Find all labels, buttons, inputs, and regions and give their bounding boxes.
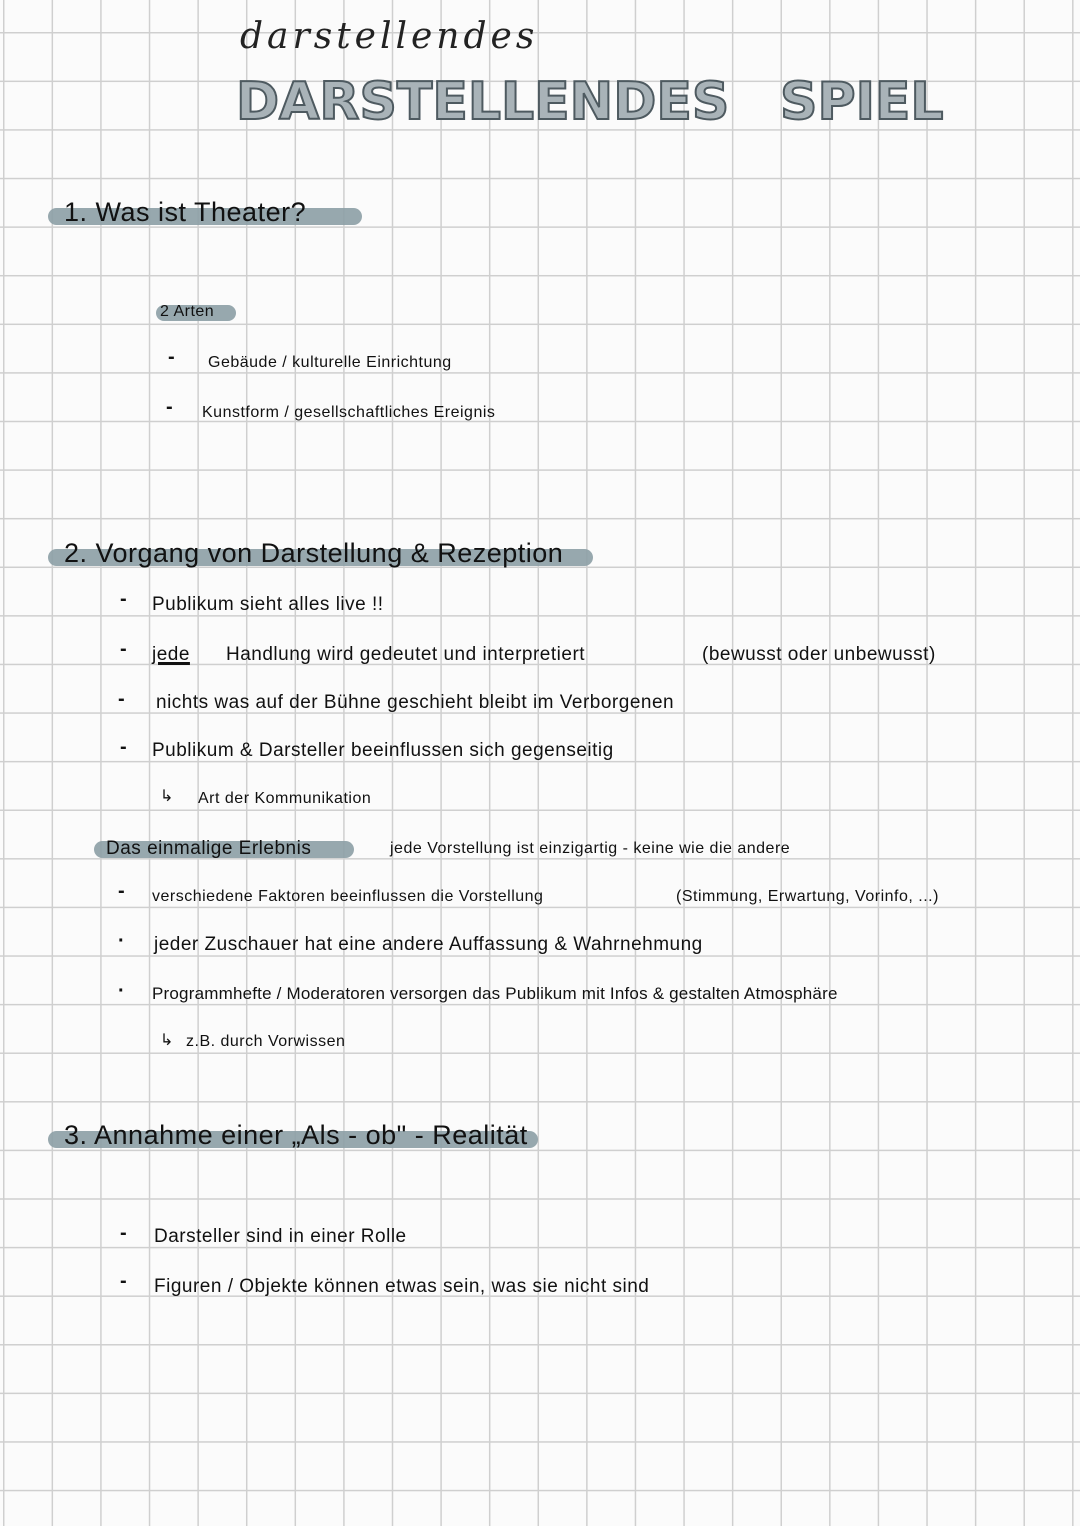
bullet-dash: - <box>166 396 173 418</box>
title-second: SPIEL <box>780 72 944 132</box>
section3-item: Darsteller sind in einer Rolle <box>154 1226 407 1247</box>
emphasis-jede: jede <box>152 644 190 665</box>
bullet-dash: - <box>120 736 127 758</box>
bullet-dash: - <box>118 688 125 710</box>
section2-item2: Programmhefte / Moderatoren versorgen das Publikum mit Infos & gestalten Atmosphäre <box>152 984 838 1003</box>
section2-item: Handlung wird gedeutet und interpretiert <box>226 644 586 665</box>
section2-item2-aside: (Stimmung, Erwartung, Vorinfo, ...) <box>676 888 939 905</box>
bullet-dash: - <box>120 1222 127 1244</box>
arrow-icon: ↳ <box>160 1032 174 1049</box>
bullet-dash: - <box>118 880 125 902</box>
bullet-dash: - <box>168 346 175 368</box>
section2-heading: 2. Vorgang von Darstellung & Rezeption <box>64 538 564 568</box>
bullet-dash: - <box>120 588 127 610</box>
section2-arrow-note2: z.B. durch Vorwissen <box>186 1033 346 1050</box>
section1-heading: 1. Was ist Theater? <box>64 197 307 227</box>
section2-aside: (bewusst oder unbewusst) <box>702 644 936 665</box>
section2-item: Publikum sieht alles live !! <box>152 594 384 615</box>
section2-arrow-note: Art der Kommunikation <box>198 790 372 807</box>
title-main: DARSTELLENDES <box>236 72 730 132</box>
section1-item: Kunstform / gesellschaftliches Ereignis <box>202 404 496 421</box>
section2-item: Publikum & Darsteller beeinflussen sich gegenseitig <box>152 740 614 761</box>
section2-item: nichts was auf der Bühne geschieht bleibt im Verborgenen <box>156 692 675 713</box>
section2-sub: Das einmalige Erlebnis <box>106 838 312 859</box>
section3-heading: 3. Annahme einer „Als - ob" - Realität <box>64 1120 528 1150</box>
section1-item: Gebäude / kulturelle Einrichtung <box>208 354 452 371</box>
bullet-dot: · <box>118 930 125 952</box>
arrow-icon: ↳ <box>160 788 174 805</box>
bullet-dash: - <box>120 1270 127 1292</box>
section3-item: Figuren / Objekte können etwas sein, was sie nicht sind <box>154 1276 650 1297</box>
section2-item2: jeder Zuschauer hat eine andere Auffassung & Wahrnehmung <box>154 934 703 955</box>
bullet-dash: - <box>120 638 127 660</box>
bullet-dot: · <box>118 980 125 1002</box>
section1-sub: 2 Arten <box>160 303 215 320</box>
section2-sub-note: jede Vorstellung ist einzigartig - keine wie die andere <box>390 840 791 857</box>
title-script-overlay: darstellendes <box>240 16 539 57</box>
section2-item2: verschiedene Faktoren beeinflussen die Vorstellung <box>152 888 544 905</box>
